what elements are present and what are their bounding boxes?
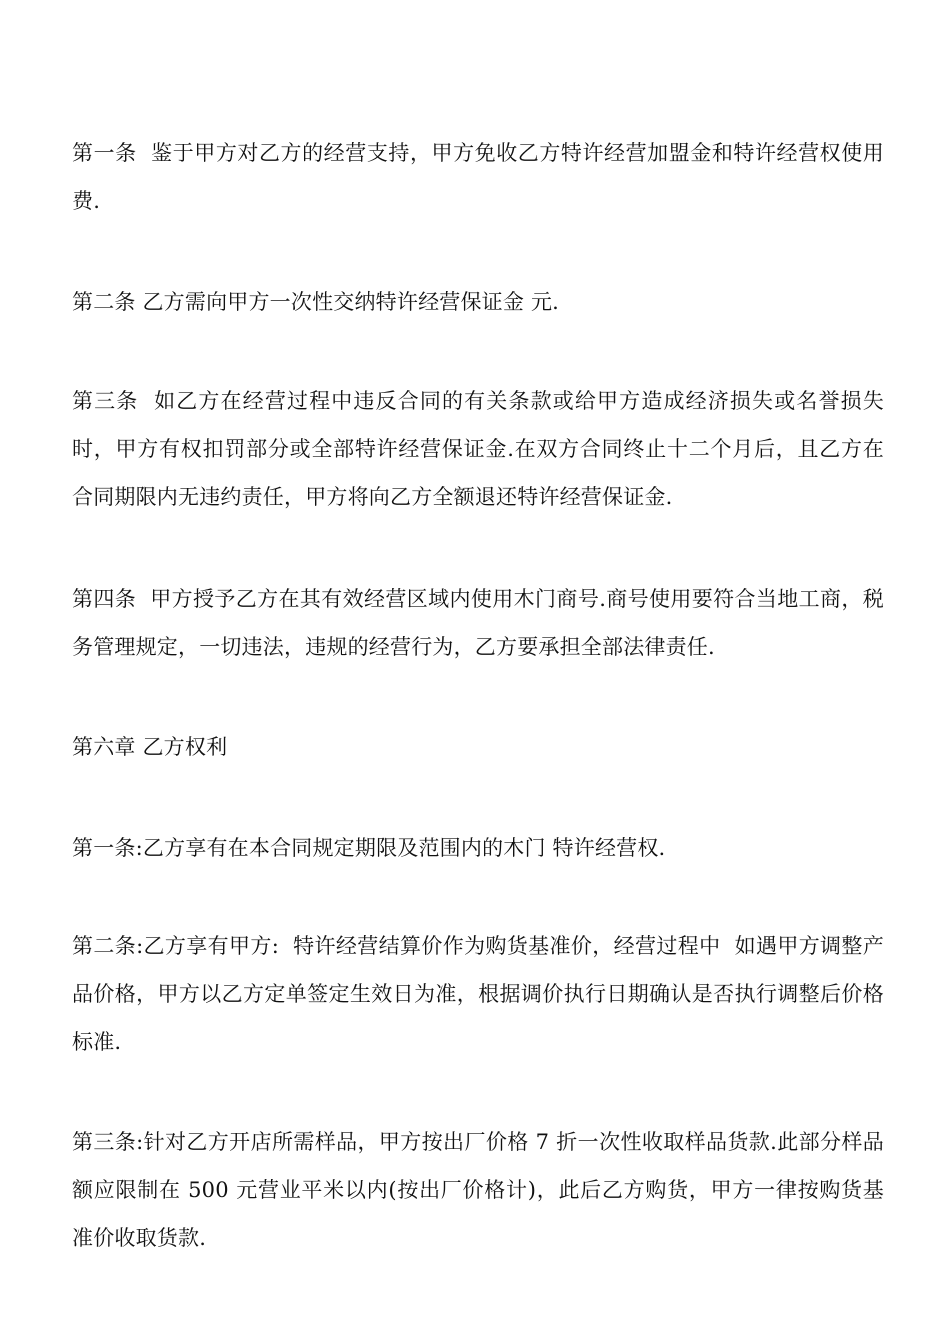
paragraph-article-1: 第一条 鉴于甲方对乙方的经营支持，甲方免收乙方特许经营加盟金和特许经营权使用费. xyxy=(72,141,884,213)
paragraph-article-2: 第二条 乙方需向甲方一次性交纳特许经营保证金 元. xyxy=(72,290,560,314)
paragraph-right-2: 第二条:乙方享有甲方: 特许经营结算价作为购货基准价，经营过程中 如遇甲方调整产品价格，甲方以乙方定单签定生效日为准，根据调价执行日期确认是否执行调整后价格标准. xyxy=(72,934,884,1054)
chapter-heading: 第六章 乙方权利 xyxy=(72,735,228,759)
paragraph-article-4: 第四条 甲方授予乙方在其有效经营区域内使用木门商号.商号使用要符合当地工商，税务管理规定，一切违法，违规的经营行为，乙方要承担全部法律责任. xyxy=(72,587,884,659)
paragraph-right-1: 第一条:乙方享有在本合同规定期限及范围内的木门 特许经营权. xyxy=(72,836,666,860)
paragraph-article-3: 第三条 如乙方在经营过程中违反合同的有关条款或给甲方造成经济损失或名誉损失时，甲方有权扣罚部分或全部特许经营保证金.在双方合同终止十二个月后，且乙方在合同期限内无违约责任，甲方将向乙方全额退还特许经营保证金. xyxy=(72,389,884,509)
paragraph-right-3: 第三条:针对乙方开店所需样品，甲方按出厂价格 7 折一次性收取样品货款.此部分样品额应限制在 500 元营业平米以内(按出厂价格计)，此后乙方购货，甲方一律按购货基准价收取货款. xyxy=(72,1130,884,1250)
